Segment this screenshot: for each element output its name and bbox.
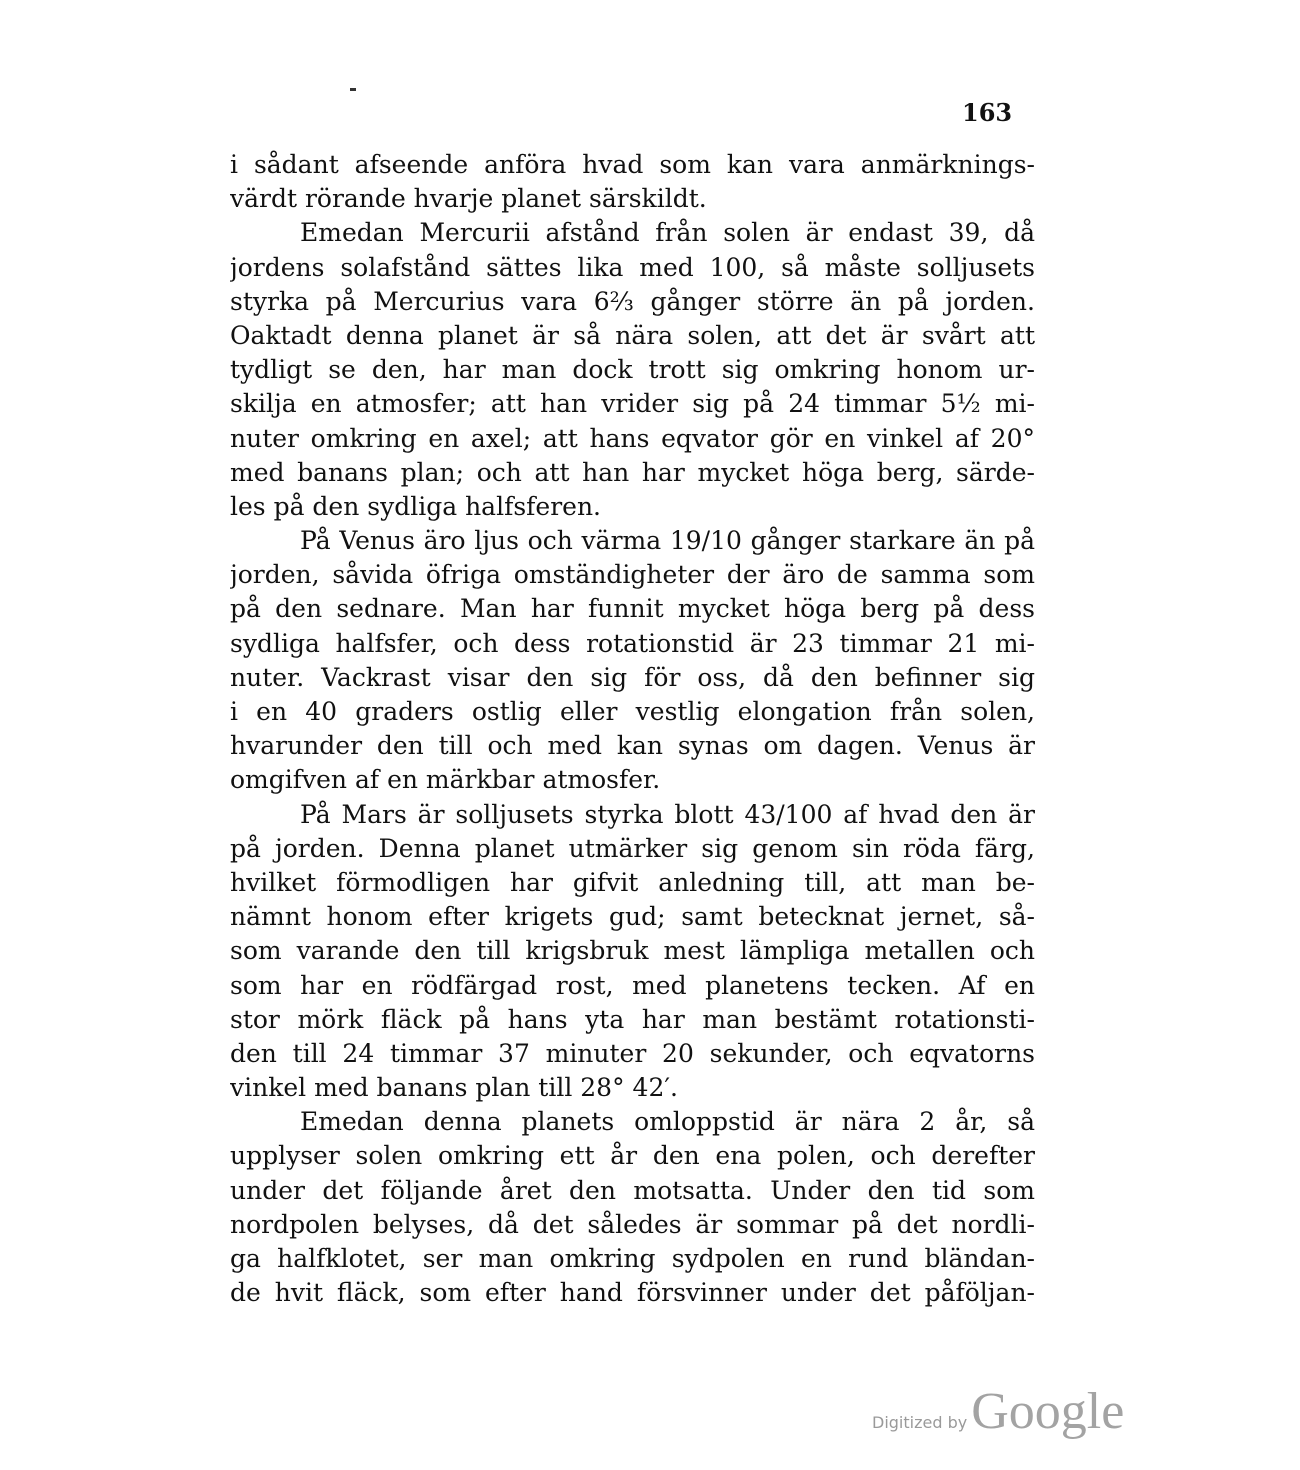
- text-line: på den sednare. Man har funnit mycket höga berg på dess: [230, 594, 1035, 624]
- text-line: i sådant afseende anföra hvad som kan vara anmärknings-: [230, 150, 1035, 179]
- body-text: [230, 148, 1035, 1310]
- text-line: nuter. Vackrast visar den sig för oss, då den befinner sig: [230, 662, 1035, 692]
- text-line: ga halfklotet, ser man omkring sydpolen en rund bländan-: [230, 1244, 1035, 1273]
- text-line: nämnt honom efter krigets gud; samt betecknat jernet, så-: [230, 902, 1035, 932]
- text-line: under det följande året den motsatta. Under den tid som: [230, 1175, 1035, 1205]
- text-line: som varande den till krigsbruk mest lämpliga metallen och: [230, 936, 1035, 966]
- text-line: sydliga halfsfer, och dess rotationstid är 23 timmar 21 mi-: [230, 628, 1035, 658]
- text-line: jorden, såvida öfriga omständigheter der äro de samma som: [230, 560, 1035, 590]
- text-line: jordens solafstånd sättes lika med 100, så måste solljusets: [230, 252, 1035, 282]
- text-line: hvilket förmodligen har gifvit anledning till, att man be-: [230, 867, 1035, 897]
- text-line: i en 40 graders ostlig eller vestlig elongation från solen,: [230, 697, 1035, 726]
- text-line: skilja en atmosfer; att han vrider sig på 24 timmar 5½ mi-: [230, 389, 1035, 419]
- text-line: de hvit fläck, som efter hand försvinner under det påföljan-: [230, 1278, 1035, 1308]
- text-line: På Mars är solljusets styrka blott 43/100 af hvad den är: [300, 799, 1035, 829]
- text-line: nordpolen belyses, då det således är sommar på det nordli-: [230, 1209, 1035, 1239]
- text-line: På Venus äro ljus och värma 19/10 gånger starkare än på: [300, 526, 1035, 556]
- text-line: Emedan Mercurii afstånd från solen är endast 39, då: [300, 218, 1035, 248]
- digitized-watermark: [872, 1382, 1124, 1441]
- text-line: som har en rödfärgad rost, med planetens tecken. Af en: [230, 970, 1035, 1000]
- text-line: nuter omkring en axel; att hans eqvator gör en vinkel af 20°: [230, 423, 1035, 453]
- watermark-logo: Google: [971, 1383, 1125, 1440]
- text-line: på jorden. Denna planet utmärker sig genom sin röda färg,: [230, 833, 1035, 863]
- text-line: vinkel med banans plan till 28° 42′.: [230, 1073, 678, 1103]
- watermark-prefix: Digitized by: [872, 1413, 968, 1432]
- text-line: med banans plan; och att han har mycket höga berg, särde-: [230, 457, 1035, 487]
- scan-speck: [350, 88, 356, 91]
- text-line: upplyser solen omkring ett år den ena polen, och derefter: [230, 1141, 1035, 1171]
- text-line: omgifven af en märkbar atmosfer.: [230, 765, 661, 795]
- text-line: stor mörk fläck på hans yta har man bestämt rotationsti-: [230, 1004, 1035, 1034]
- text-line: Oaktadt denna planet är så nära solen, att det är svårt att: [230, 320, 1035, 350]
- text-line: styrka på Mercurius vara 6⅔ gånger större än på jorden.: [230, 286, 1035, 316]
- text-line: tydligt se den, har man dock trott sig omkring honom ur-: [230, 355, 1035, 385]
- page-number: 163: [962, 98, 1013, 127]
- text-line: hvarunder den till och med kan synas om dagen. Venus är: [230, 731, 1035, 761]
- text-line: Emedan denna planets omloppstid är nära 2 år, så: [300, 1107, 1035, 1137]
- text-line: värdt rörande hvarje planet särskildt.: [230, 184, 707, 214]
- text-line: les på den sydliga halfsferen.: [230, 491, 601, 521]
- text-line: den till 24 timmar 37 minuter 20 sekunder, och eqvatorns: [230, 1038, 1035, 1068]
